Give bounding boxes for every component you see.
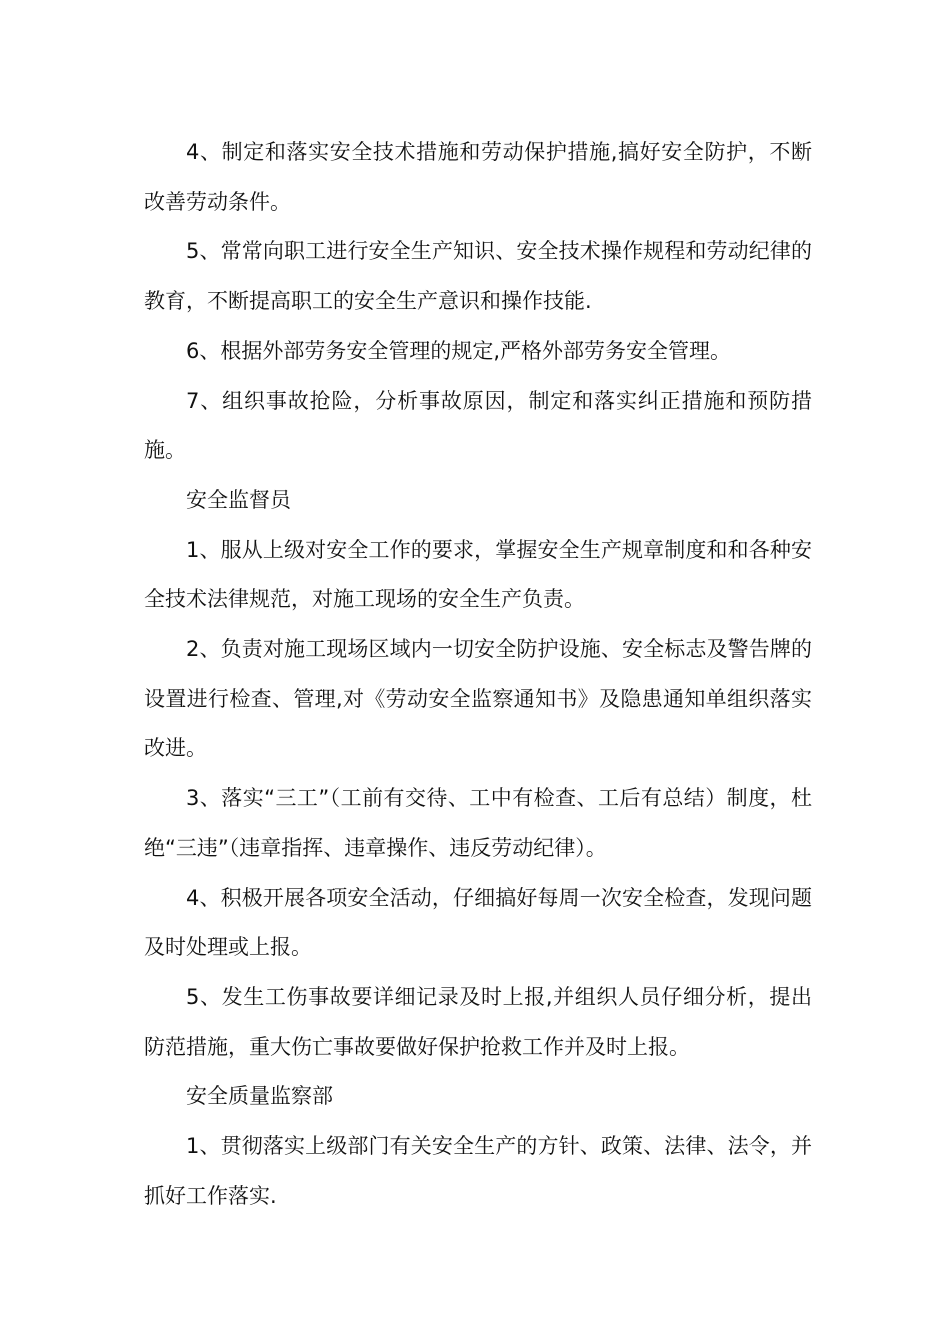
paragraph-supervisor-item-4: 4、积极开展各项安全活动，仔细搞好每周一次安全检查，发现问题及时处理或上报。 bbox=[144, 885, 812, 960]
paragraph-supervisor-item-1: 1、服从上级对安全工作的要求，掌握安全生产规章制度和和各种安全技术法律规范，对施工现场的安全生产负责。 bbox=[144, 537, 812, 612]
paragraph-item-4-technical-measures: 4、制定和落实安全技术措施和劳动保护措施,搞好安全防护，不断改善劳动条件。 bbox=[144, 140, 812, 214]
paragraph-dept-item-1: 1、贯彻落实上级部门有关安全生产的方针、政策、法律、法令，并抓好工作落实. bbox=[144, 1134, 812, 1208]
paragraph-item-5-education: 5、常常向职工进行安全生产知识、安全技术操作规程和劳动纪律的教育，不断提高职工的安全生产意识和操作技能. bbox=[144, 239, 812, 314]
paragraph-supervisor-item-2: 2、负责对施工现场区域内一切安全防护设施、安全标志及警告牌的设置进行检查、管理,对《劳动安全监察通知书》及隐患通知单组织落实改进。 bbox=[144, 637, 812, 761]
paragraph-item-7-accident-handling: 7、组织事故抢险，分析事故原因，制定和落实纠正措施和预防措施。 bbox=[144, 388, 812, 463]
paragraph-item-6-labor-management: 6、根据外部劳务安全管理的规定,严格外部劳务安全管理。 bbox=[186, 338, 732, 363]
section-heading-safety-supervisor: 安全监督员 bbox=[186, 487, 291, 512]
section-heading-quality-supervision-dept: 安全质量监察部 bbox=[186, 1084, 333, 1109]
paragraph-supervisor-item-3: 3、落实“三工”（工前有交待、工中有检查、工后有总结）制度，杜绝“三违”（违章指挥、违章操作、违反劳动纪律）。 bbox=[144, 786, 812, 860]
paragraph-supervisor-item-5: 5、发生工伤事故要详细记录及时上报,并组织人员仔细分析，提出防范措施，重大伤亡事故要做好保护抢救工作并及时上报。 bbox=[144, 984, 812, 1059]
document-body bbox=[144, 128, 812, 1221]
